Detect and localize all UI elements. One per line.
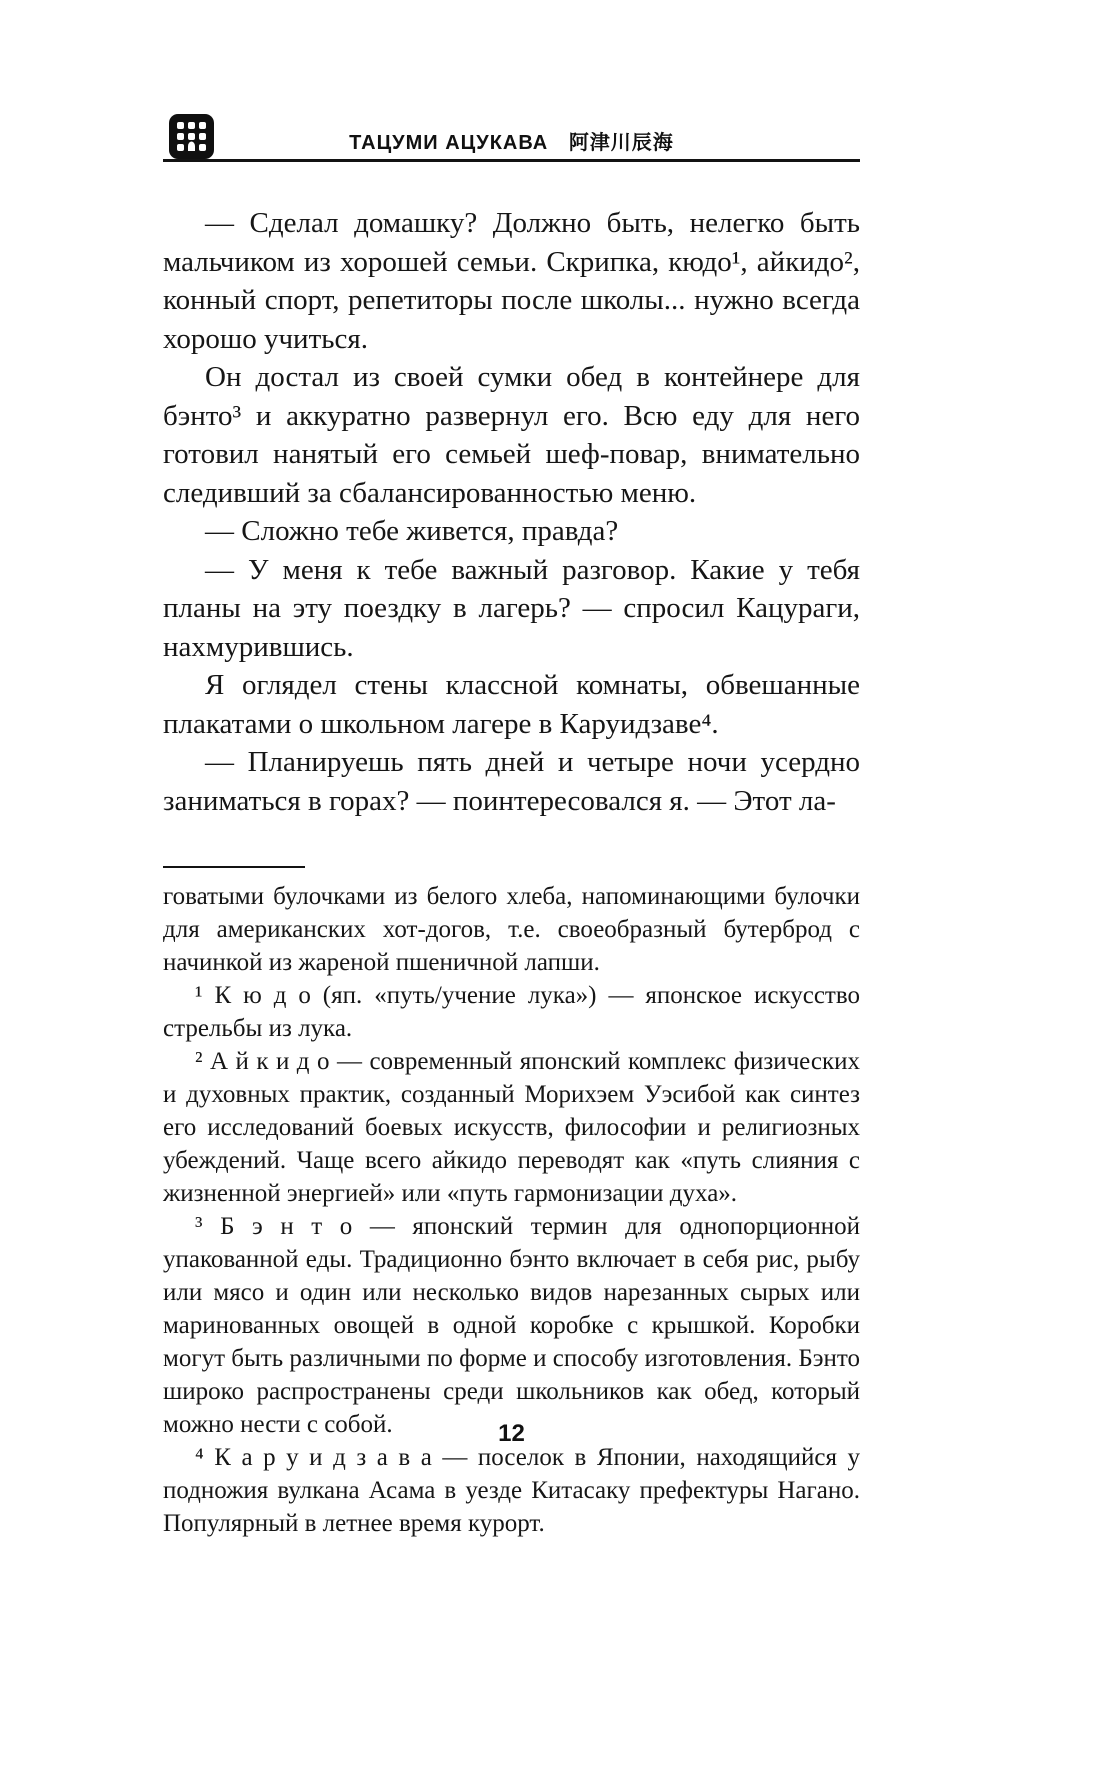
paragraph-narration-2: Я оглядел стены классной комнаты, обвешанные плакатами о школьном лагере в Каруидзаве⁴. <box>163 669 860 740</box>
page-content <box>163 0 860 1540</box>
author-name-japanese: 阿津川辰海 <box>568 132 674 154</box>
body-text <box>163 204 860 820</box>
footnote-4: ⁴ К а р у и д з а в а — поселок в Японии, находящийся у подножия вулкана Асама в уезде Китасаку префектуры Нагано. Популярный в летнее время курорт. <box>163 1444 860 1537</box>
footnote-2: ² А й к и д о — современный японский комплекс физических и духовных практик, созданный Морихэем Уэсибой как синтез его исследований боевых искусств, философии и религиозных убеждений. Чаще всего айкидо переводят как «путь слияния с жизненной энергией» или «путь гармонизации духа». <box>163 1048 860 1207</box>
paragraph-dialogue-1: — Сделал домашку? Должно быть, нелегко быть мальчиком из хорошей семьи. Скрипка, кюдо¹, айкидо², конный спорт, репетиторы после школы... нужно всегда хорошо учиться. <box>163 207 860 355</box>
footnote-3: ³ Б э н т о — японский термин для однопорционной упакованной еды. Традиционно бэнто включает в себя рис, рыбу или мясо и один или несколько видов нарезанных сырых или маринованных овощей в одной коробке с крышкой. Коробки могут быть различными по форме и способу изготовления. Бэнто широко распространены среди школьников как обед, который можно нести с собой. <box>163 1213 860 1438</box>
paragraph-narration-1: Он достал из своей сумки обед в контейнере для бэнто³ и аккуратно развернул его. Всю еду для него готовил нанятый его семьей шеф-повар, внимательно следивший за сбалансированностью меню. <box>163 361 860 509</box>
paragraph-dialogue-3: — У меня к тебе важный разговор. Какие у тебя планы на эту поездку в лагерь? — спросил Кацураги, нахмурившись. <box>163 553 860 663</box>
footnote-separator <box>163 866 305 868</box>
header-rule <box>163 159 860 162</box>
page-header <box>163 0 860 162</box>
footnote-continuation: говатыми булочками из белого хлеба, напоминающими булочки для американских хот-догов, т.е. своеобразный бутерброд с начинкой из жареной пшеничной лапши. <box>163 883 860 976</box>
footnote-1: ¹ К ю д о (яп. «путь/учение лука») — японское искусство стрельбы из лука. <box>163 982 860 1042</box>
page-number: 12 <box>498 1420 525 1447</box>
paragraph-dialogue-2: — Сложно тебе живется, правда? <box>205 515 619 547</box>
running-header <box>163 126 860 155</box>
paragraph-dialogue-4: — Планируешь пять дней и четыре ночи усердно заниматься в горах? — поинтересовался я. — Этот ла- <box>163 746 860 817</box>
author-name: ТАЦУМИ АЦУКАВА <box>349 132 549 154</box>
